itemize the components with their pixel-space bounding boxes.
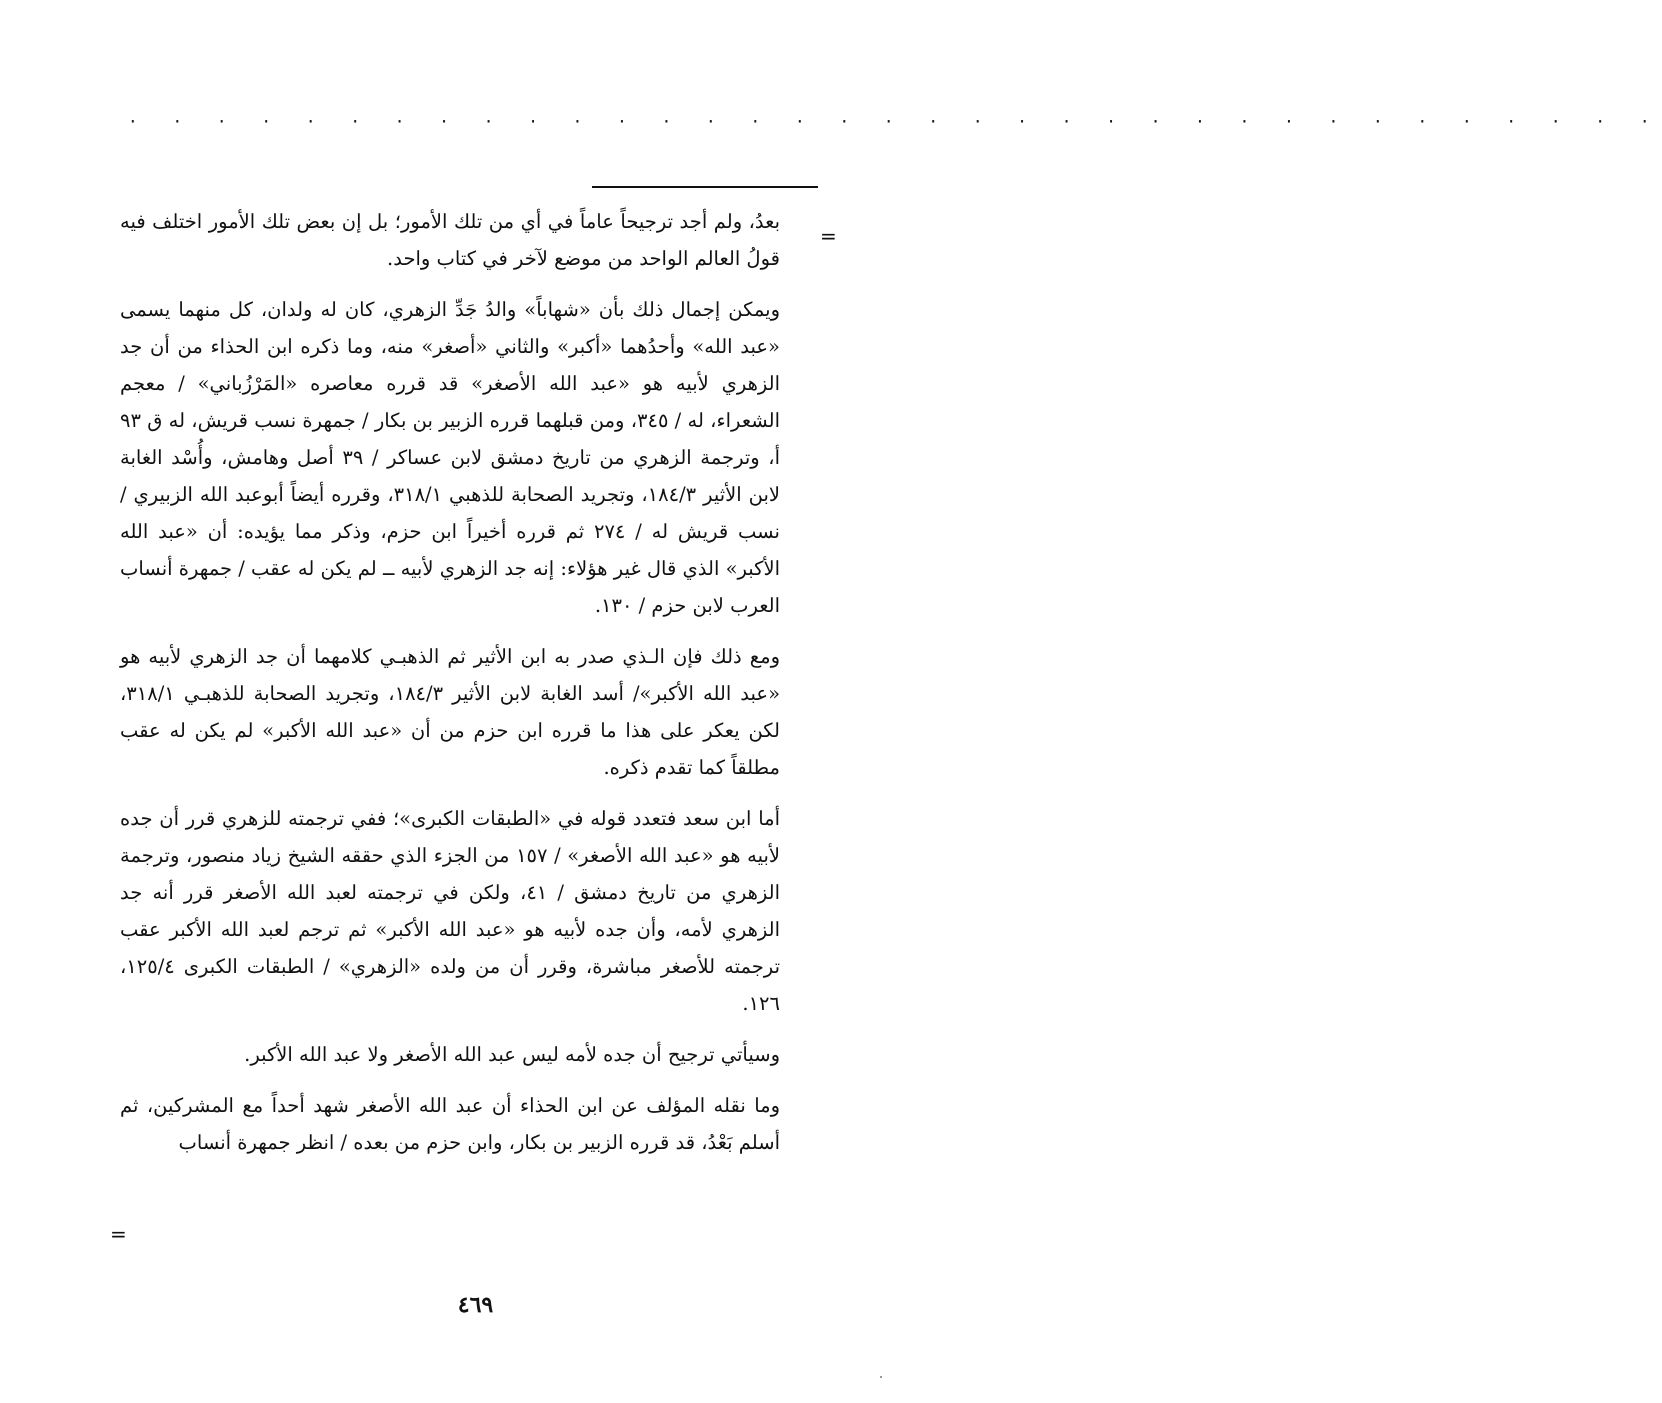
footnote-paragraph: وما نقله المؤلف عن ابن الحذاء أن عبد الله الأصغر شهد أحداً مع المشركين، ثم أسلم بَعْدُ، قد قرره الزبير بن بكار، وابن حزم من بعده / انظر جمهرة أنساب <box>120 1094 780 1154</box>
scan-speck <box>880 1376 882 1378</box>
page-number: ٤٦٩ <box>457 1292 494 1318</box>
footnote-paragraph: بعدُ، ولم أجد ترجيحاً عاماً في أي من تلك الأمور؛ بل إن بعض تلك الأمور اختلف فيه قولُ العالم الواحد من موضع لآخر في كتاب واحد. <box>120 210 780 270</box>
continuation-mark-bottom: = <box>110 1222 127 1246</box>
footnote-text <box>120 203 780 1175</box>
footnote-paragraph: ويمكن إجمال ذلك بأن «شهاباً» والدُ جَدِّ الزهري، كان له ولدان، كل منهما يسمى «عبد الله» وأحدُهما «أكبر» والثاني «أصغر» منه، وما ذكره ابن الحذاء من أن جد الزهري لأبيه هو «عبد الله الأصغر» قد قرره معاصره «المَرْزُباني» / معجم الشعراء، له / ٣٤٥، ومن قبلهما قرره الزبير بن بكار / جمهرة نسب قريش، له ق ٩٣ أ، وترجمة الزهري من تاريخ دمشق لابن عساكر / ٣٩ أصل وهامش، وأُسْد الغابة لابن الأثير ١٨٤/٣، وتجريد الصحابة للذهبي ٣١٨/١، وقرره أيضاً أبوعبد الله الزبيري / نسب قريش له / ٢٧٤ ثم قرره أخيراً ابن حزم، وذكر مما يؤيده: أن «عبد الله الأكبر» الذي قال غير هؤلاء: إنه جد الزهري لأبيه ــ لم يكن له عقب / جمهرة أنساب العرب لابن حزم / ١٣٠. <box>120 298 780 617</box>
dotted-separator: · · · · · · · · · · · · · · · · · · · · · · · · · · · · · · · · · · · <box>128 112 1662 131</box>
footnote-rule <box>592 186 818 188</box>
continuation-mark-top: = <box>820 224 837 248</box>
footnote-paragraph: أما ابن سعد فتعدد قوله في «الطبقات الكبرى»؛ ففي ترجمته للزهري قرر أن جده لأبيه هو «عبد الله الأصغر» / ١٥٧ من الجزء الذي حققه الشيخ زياد منصور، وترجمة الزهري من تاريخ دمشق / ٤١، ولكن في ترجمته لعبد الله الأصغر قرر أنه جد الزهري لأمه، وأن جده لأبيه هو «عبد الله الأكبر» ثم ترجم لعبد الله الأكبر عقب ترجمته للأصغر مباشرة، وقرر أن من ولده «الزهري» / الطبقات الكبرى ١٢٥/٤، ١٢٦. <box>120 807 780 1015</box>
footnote-paragraph: وسيأتي ترجيح أن جده لأمه ليس عبد الله الأصغر ولا عبد الله الأكبر. <box>244 1043 780 1066</box>
footnote-paragraph: ومع ذلك فإن الـذي صدر به ابن الأثير ثم الذهبـي كلامهما أن جد الزهري لأبيه هو «عبد الله الأكبر»/ أسد الغابة لابن الأثير ١٨٤/٣، وتجريد الصحابة للذهبـي ٣١٨/١، لكن يعكر على هذا ما قرره ابن حزم من أن «عبد الله الأكبر» لم يكن له عقب مطلقاً كما تقدم ذكره. <box>120 645 780 779</box>
